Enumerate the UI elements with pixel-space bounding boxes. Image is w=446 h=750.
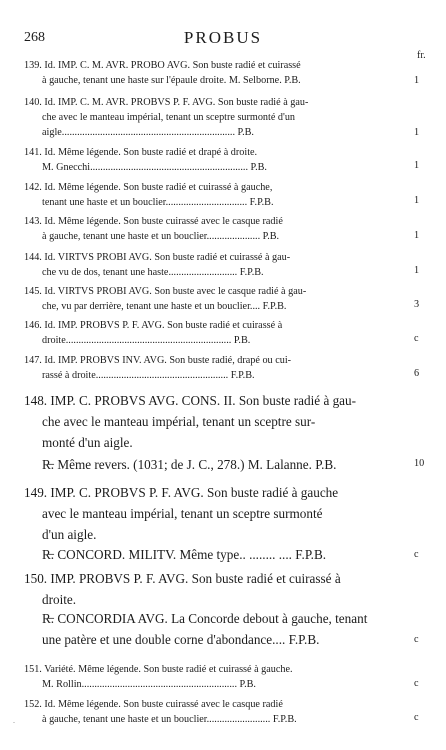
entry-line: 148. IMP. C. PROBVS AVG. CONS. II. Son buste radié à gau- (24, 393, 357, 408)
catalog-entry-149-reverse (24, 544, 400, 565)
rarity-value: 3 (414, 299, 420, 310)
rarity-value: c (414, 634, 419, 645)
entry-line: à gauche, tenant une haste sur l'épaule droite. M. Selborne. P.B. (42, 75, 301, 87)
entry-line: à gauche, tenant une haste et un bouclier......................... F.P.B. (42, 714, 297, 726)
catalog-entry-152 (24, 697, 400, 727)
entry-line: R̶. CONCORD. MILITV. Même type.. ........ .... F.P.B. (42, 547, 327, 562)
entry-line: monté d'un aigle. (42, 435, 133, 450)
entry-line: 142. Id. Même légende. Son buste radié et cuirassé à gauche, (24, 182, 273, 193)
entry-line: M. Rollin............................................................. P.B. (42, 679, 256, 691)
entry-line: che vu de dos, tenant une haste........................... F.P.B. (42, 267, 264, 279)
footer-mark: . (13, 716, 15, 725)
entry-line: 143. Id. Même légende. Son buste cuirassé avec le casque radié (24, 216, 283, 227)
catalog-entry-142 (24, 180, 400, 210)
entry-line: 151. Variété. Même légende. Son buste radié et cuirassé à gauche. (24, 664, 293, 675)
entry-line: d'un aigle. (42, 527, 97, 542)
rarity-value: 1 (414, 75, 420, 86)
catalog-entry-145 (24, 284, 400, 314)
entry-line: 141. Id. Même légende. Son buste radié et drapé à droite. (24, 147, 258, 158)
page-title: PROBUS (183, 28, 263, 47)
rarity-value: c (414, 333, 419, 344)
entry-line: une patère et une double corne d'abondance.... F.P.B. (42, 632, 320, 647)
catalog-entry-144 (24, 250, 400, 280)
entry-line: avec le manteau impérial, tenant un sceptre surmonté (42, 506, 323, 521)
entry-line: à gauche, tenant une haste et un bouclier..................... P.B. (42, 231, 280, 243)
entry-line: 140. Id. IMP. C. M. AVR. PROBVS P. F. AVG. Son buste radié à gau- (24, 97, 309, 108)
entry-line: 144. Id. VIRTVS PROBI AVG. Son buste radié et cuirassé à gau- (24, 252, 291, 263)
catalog-entry-150 (24, 568, 400, 610)
entry-line: 147. Id. IMP. PROBVS INV. AVG. Son buste radié, drapé ou cui- (24, 355, 292, 366)
entry-line: tenant une haste et un bouclier................................ F.P.B. (42, 197, 274, 209)
entry-line: aigle.................................................................... P.B. (42, 127, 254, 139)
catalog-entry-146 (24, 318, 400, 348)
catalog-entry-141 (24, 145, 400, 175)
rarity-value: 1 (414, 265, 420, 276)
catalog-entry-148 (24, 390, 400, 453)
rarity-value: c (414, 712, 419, 723)
entry-line: M. Gnecchi.............................................................. P.B. (42, 162, 267, 174)
rarity-value: 1 (414, 195, 420, 206)
catalog-entry-148-reverse (24, 454, 400, 475)
catalog-entry-140 (24, 95, 400, 141)
entry-line: R̶. CONCORDIA AVG. La Concorde debout à gauche, tenant (42, 611, 368, 626)
entry-line: 152. Id. Même légende. Son buste cuirassé avec le casque radié (24, 699, 283, 710)
entry-line: R̶. Même revers. (1031; de J. C., 278.) M. Lalanne. P.B. (42, 457, 337, 472)
entry-line: rassé à droite.................................................... F.P.B. (42, 370, 255, 382)
catalog-entry-151 (24, 662, 400, 692)
rarity-value: 6 (414, 368, 420, 379)
entry-line: 146. Id. IMP. PROBVS P. F. AVG. Son buste radié et cuirassé à (24, 320, 283, 331)
catalog-entry-149 (24, 482, 400, 545)
rarity-value: 1 (414, 160, 420, 171)
page-number: 268 (24, 30, 45, 45)
catalog-entry-150-reverse (24, 608, 400, 650)
entry-line: droite................................................................. P.B. (42, 335, 251, 347)
catalog-entry-139 (24, 58, 400, 88)
entry-line: 150. IMP. PROBVS P. F. AVG. Son buste radié et cuirassé à (24, 571, 341, 586)
entry-line: 145. Id. VIRTVS PROBI AVG. Son buste avec le casque radié à gau- (24, 286, 307, 297)
price-column-header: fr. (417, 50, 426, 61)
rarity-value: 1 (414, 127, 420, 138)
catalog-entry-143 (24, 214, 400, 244)
rarity-value: c (414, 549, 419, 560)
entry-line: 139. Id. IMP. C. M. AVR. PROBO AVG. Son buste radié et cuirassé (24, 60, 301, 71)
entry-line: che, vu par derrière, tenant une haste et un bouclier.... F.P.B. (42, 301, 287, 313)
rarity-value: c (414, 678, 419, 689)
entry-line: 149. IMP. C. PROBVS P. F. AVG. Son buste radié à gauche (24, 485, 339, 500)
entry-line: che avec le manteau impérial, tenant un sceptre sur- (42, 414, 316, 429)
entry-line: droite. (42, 592, 77, 607)
entry-line: che avec le manteau impérial, tenant un sceptre surmonté d'un (42, 112, 296, 124)
rarity-value: 1 (414, 230, 420, 241)
catalog-entry-147 (24, 353, 400, 383)
rarity-value: 10 (414, 458, 425, 469)
